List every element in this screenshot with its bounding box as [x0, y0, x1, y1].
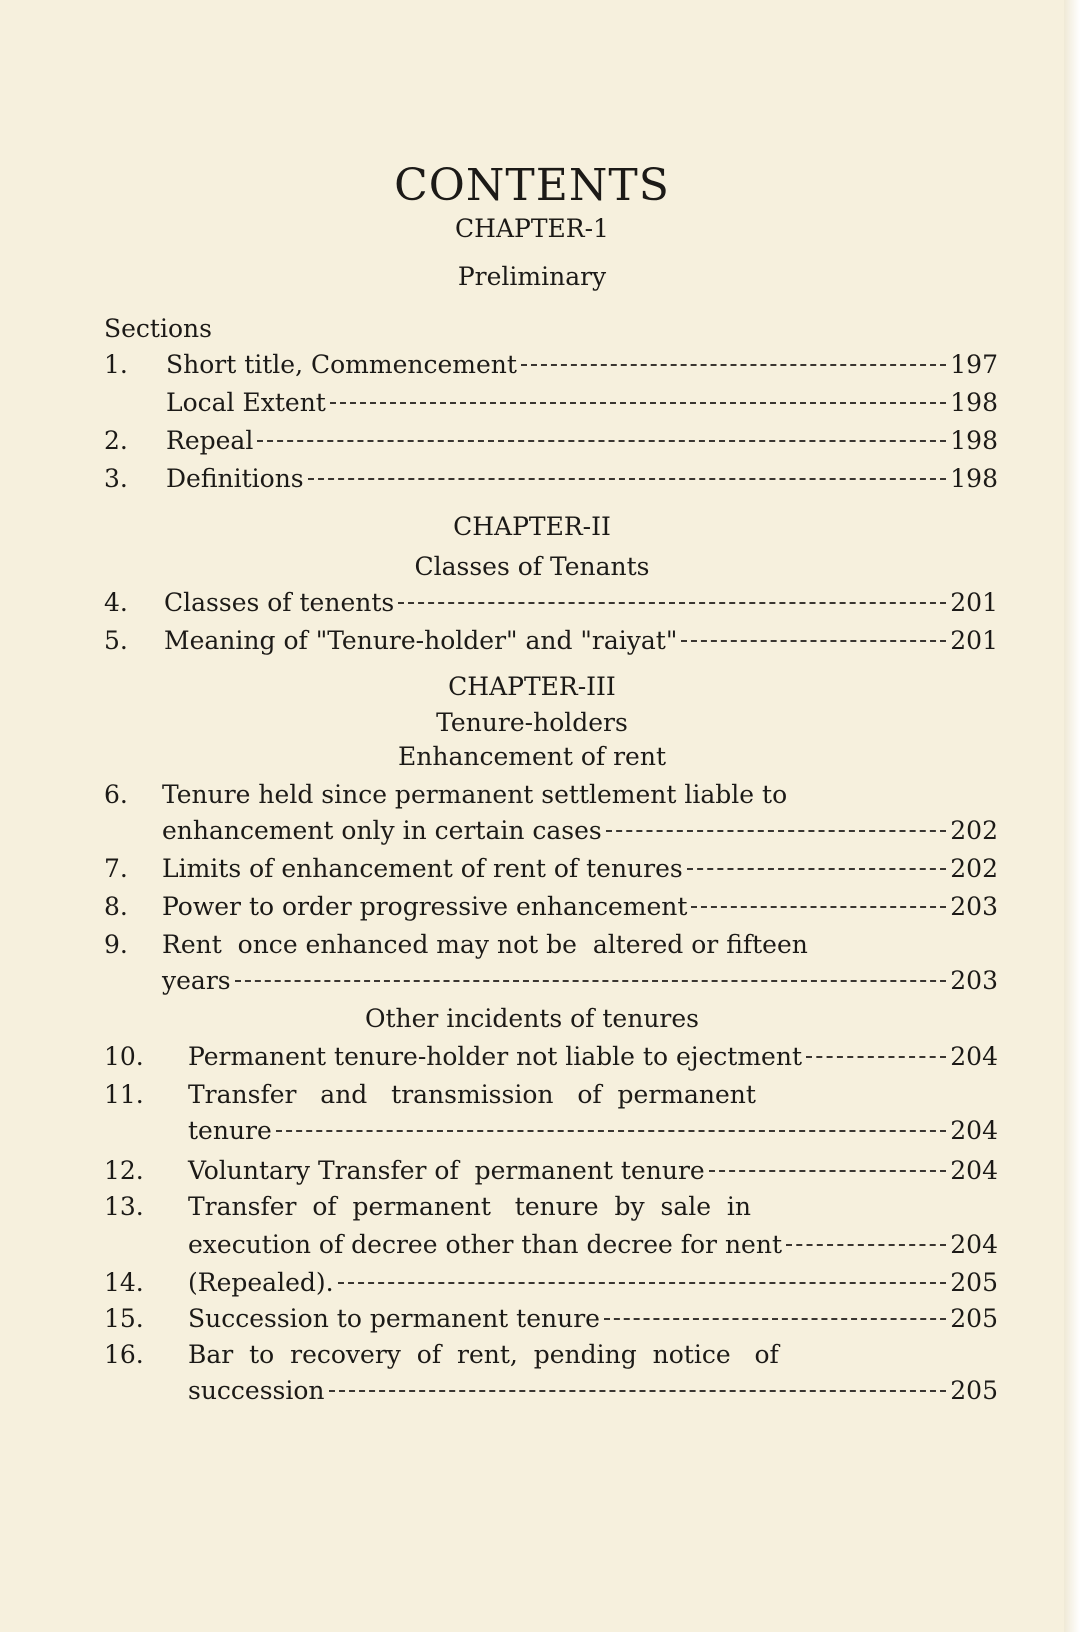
dot-leader [606, 830, 947, 832]
toc-entry[interactable] [0, 1156, 1064, 1190]
toc-entry[interactable] [0, 350, 1064, 384]
page-edge [1064, 0, 1080, 1632]
section-number: 13. [104, 1192, 144, 1221]
section-number: 3. [104, 464, 128, 493]
section-number: 12. [104, 1156, 144, 1185]
page-number: 205 [950, 1376, 998, 1405]
page-title: CONTENTS [394, 160, 670, 211]
section-title: Classes of tenents [164, 588, 395, 617]
section-number: 11. [104, 1080, 144, 1109]
section-title: Short title, Commencement [166, 350, 517, 379]
page-number: 204 [950, 1042, 998, 1071]
page-number: 198 [950, 388, 998, 417]
toc-entry[interactable] [0, 388, 1064, 422]
page-number: 202 [950, 854, 998, 883]
dot-leader [604, 1318, 946, 1320]
section-number: 1. [104, 350, 128, 379]
page-number: 204 [950, 1230, 998, 1259]
sections-label: Sections [104, 314, 212, 343]
dot-leader [806, 1056, 946, 1058]
section-title-continued: succession [188, 1376, 325, 1405]
toc-entry-continued[interactable] [0, 1116, 1064, 1150]
page-number: 197 [950, 350, 998, 379]
section-title: Limits of enhancement of rent of tenures [162, 854, 683, 883]
chapter-heading: CHAPTER-III [448, 672, 616, 701]
page-number: 203 [950, 966, 998, 995]
toc-entry-continued[interactable] [0, 816, 1064, 850]
section-number: 2. [104, 426, 128, 455]
dot-leader [235, 980, 947, 982]
chapter-subtitle: Enhancement of rent [398, 742, 666, 771]
section-title-continued: enhancement only in certain cases [162, 816, 602, 845]
toc-entry[interactable] [0, 1192, 1064, 1226]
toc-entry[interactable] [0, 1304, 1064, 1338]
dot-leader [691, 906, 946, 908]
section-title: Tenure held since permanent settlement liable to [162, 780, 788, 809]
section-title: Bar to recovery of rent, pending notice of [188, 1340, 779, 1369]
chapter-subtitle: Classes of Tenants [414, 552, 650, 581]
toc-entry[interactable] [0, 1340, 1064, 1374]
chapter-subtitle: Preliminary [457, 262, 607, 291]
dot-leader [329, 1390, 947, 1392]
toc-entry[interactable] [0, 588, 1064, 622]
section-number: 6. [104, 780, 128, 809]
section-number: 4. [104, 588, 128, 617]
dot-leader [709, 1170, 947, 1172]
dot-leader [786, 1244, 946, 1246]
section-title: Transfer and transmission of permanent [188, 1080, 756, 1109]
section-title: Definitions [166, 464, 304, 493]
page-number: 204 [950, 1116, 998, 1145]
section-title: Power to order progressive enhancement [162, 892, 688, 921]
page-number: 204 [950, 1156, 998, 1185]
section-title: Repeal [166, 426, 254, 455]
section-number: 7. [104, 854, 128, 883]
section-number: 16. [104, 1340, 144, 1369]
section-title-continued: tenure [188, 1116, 272, 1145]
section-number: 8. [104, 892, 128, 921]
chapter-heading: CHAPTER-II [453, 512, 611, 541]
section-title: Local Extent [166, 388, 326, 417]
toc-entry[interactable] [0, 930, 1064, 964]
section-title: Transfer of permanent tenure by sale in [188, 1192, 752, 1221]
section-title-continued: years [162, 966, 231, 995]
dot-leader [687, 868, 947, 870]
section-number: 14. [104, 1268, 144, 1297]
dot-leader [338, 1282, 947, 1284]
dot-leader [521, 364, 946, 366]
section-title: Meaning of "Tenure-holder" and "raiyat" [164, 626, 678, 655]
toc-entry[interactable] [0, 1080, 1064, 1114]
toc-entry-continued[interactable] [0, 966, 1064, 1000]
chapter-heading: CHAPTER-1 [455, 214, 609, 243]
section-number: 10. [104, 1042, 144, 1071]
section-title: Rent once enhanced may not be altered or fifteen [162, 930, 808, 959]
page-number: 198 [950, 426, 998, 455]
section-number: 5. [104, 626, 128, 655]
dot-leader [308, 478, 947, 480]
dot-leader [330, 402, 946, 404]
toc-entry[interactable] [0, 426, 1064, 460]
page-number: 205 [950, 1268, 998, 1297]
dot-leader [257, 440, 946, 442]
toc-entry-continued[interactable] [0, 1230, 1064, 1264]
toc-entry[interactable] [0, 892, 1064, 926]
toc-entry-continued[interactable] [0, 1376, 1064, 1410]
page-number: 202 [950, 816, 998, 845]
page-number: 201 [950, 626, 998, 655]
page-number: 205 [950, 1304, 998, 1333]
toc-entry[interactable] [0, 1042, 1064, 1076]
toc-entry[interactable] [0, 626, 1064, 660]
page-number: 203 [950, 892, 998, 921]
chapter-subtitle: Tenure-holders [436, 708, 628, 737]
subheading: Other incidents of tenures [364, 1004, 700, 1033]
section-title-continued: execution of decree other than decree for nent [188, 1230, 782, 1259]
section-title: Voluntary Transfer of permanent tenure [188, 1156, 705, 1185]
dot-leader [398, 602, 946, 604]
toc-entry[interactable] [0, 464, 1064, 498]
dot-leader [681, 640, 946, 642]
toc-entry[interactable] [0, 854, 1064, 888]
toc-entry[interactable] [0, 780, 1064, 814]
dot-leader [276, 1130, 946, 1132]
page-number: 201 [950, 588, 998, 617]
section-title: (Repealed). [188, 1268, 334, 1297]
page-number: 198 [950, 464, 998, 493]
section-number: 15. [104, 1304, 144, 1333]
section-number: 9. [104, 930, 128, 959]
section-title: Permanent tenure-holder not liable to ejectment [188, 1042, 802, 1071]
section-title: Succession to permanent tenure [188, 1304, 600, 1333]
toc-entry[interactable] [0, 1268, 1064, 1302]
